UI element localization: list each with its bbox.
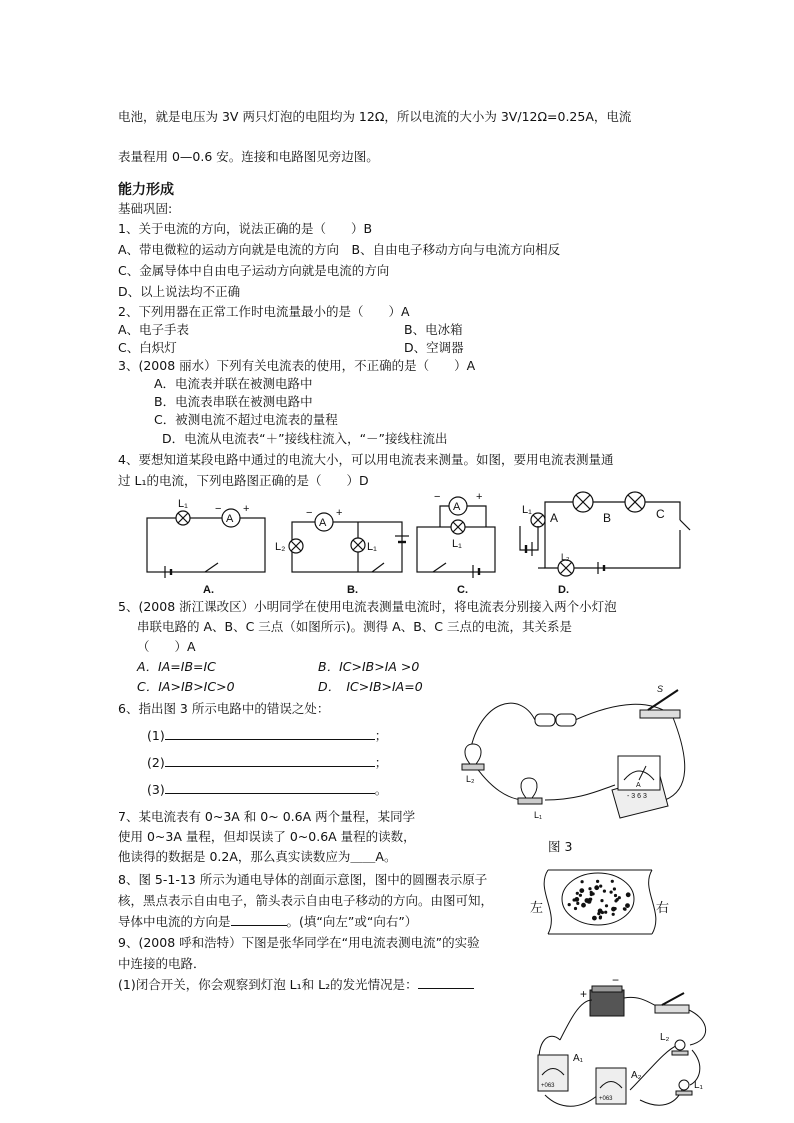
q6-blank-2-end: ； [374,755,388,770]
fig-a-minus: − [215,503,222,515]
fig-a-ammeter: A [226,513,234,525]
fig-a-plus: + [243,503,250,515]
fig-d-l1: L₁ [522,504,532,516]
fig-d-l2: L₂ [561,552,570,562]
q5-line-1: 5、(2008 浙江课改区）小明同学在使用电流表测量电流时，将电流表分别接入两个小灯泡 [118,599,617,614]
fig3-meter-scale: - 3 6 3 [627,793,647,800]
q5-line-2: 串联电路的 A、B、C 三点（如图所示)。测得 A、B、C 三点的电流，其关系是 [137,619,572,634]
ammeter-a2-scale: +063 [599,1096,613,1102]
fig3-l1: L₁ [534,810,543,820]
q3-option-d: D．电流从电流表“＋”接线柱流入，“－”接线柱流出 [162,431,448,446]
fig-c-minus: − [434,491,441,503]
fig-b-plus: + [336,507,343,519]
q4-line-2: 过 L₁的电流，下列电路图正确的是（ ）D [118,473,369,488]
q3-option-c: C．被测电流不超过电流表的量程 [154,412,338,427]
q2-option-d: D、空调器 [404,340,464,355]
conductor-right-label: 右 [656,900,670,915]
fig-b-ammeter: A [319,517,327,529]
q6-stem: 6、指出图 3 所示电路中的错误之处： [118,701,330,716]
q8-line-3-text: 导体中电流的方向是 [118,914,231,929]
q8-line-1: 8、图 5-1-13 所示为通电导体的剖面示意图，图中的圆圈表示原子 [118,872,488,887]
ammeter-a2-label: A₂ [631,1070,642,1081]
intro-line-1: 电池，就是电压为 3V 两只灯泡的电阻均为 12Ω，所以电流的大小为 3V/12Ω=0.25A，电流 [118,109,632,124]
q6-blank-2-label: (2) [147,755,165,770]
q3-option-b: B．电流表串联在被测电路中 [154,394,313,409]
q5-option-c: C．IA>IB>IC>0 [137,679,235,694]
q2-stem: 2、下列用器在正常工作时电流量最小的是（ ）A [118,304,410,319]
fig-c-l1: L₁ [452,538,462,550]
q3-stem: 3、(2008 丽水）下列有关电流表的使用，不正确的是（ ）A [118,358,476,373]
q2-option-a: A、电子手表 [118,322,190,337]
q2-option-b: B、电冰箱 [404,322,463,337]
q7-line-1: 7、某电流表有 0~3A 和 0~ 0.6A 两个量程，某同学 [118,809,416,824]
q7-line-2: 使用 0~3A 量程，但却误读了 0~0.6A 量程的读数， [118,829,416,844]
q7-line-3: 他读得的数据是 0.2A，那么真实读数应为＿＿A。 [118,849,397,864]
q6-blank-3-label: (3) [147,782,165,797]
bulb-l1-label: L₁ [694,1080,703,1091]
q2-option-c: C、白炽灯 [118,340,177,355]
battery-plus: + [580,987,588,1001]
q5-option-d: D． IC>IB>IA=0 [318,679,423,694]
fig-c-label: C. [457,584,468,596]
fig-d-point-b: B [603,511,612,525]
fig-d-point-c: C [656,507,665,521]
bulb-l2-label: L₂ [660,1032,670,1043]
q6-blank-1-label: (1) [147,728,165,743]
q8-line-3-hint: 。(填“向左”或“向右”） [286,914,418,929]
fig-d-point-a: A [550,511,559,525]
q1-stem: 1、关于电流的方向，说法正确的是（ ）B [118,221,373,236]
q9-line-3-text: (1)闭合开关，你会观察到灯泡 L₁和 L₂的发光情况是： [118,977,418,992]
battery-minus: − [612,973,620,987]
subsection-title: 基础巩固: [118,201,173,216]
fig-c-plus: + [476,491,483,503]
fig-d-label: D. [558,584,569,596]
ammeter-a1-label: A₁ [573,1053,584,1064]
q9-line-1: 9、(2008 呼和浩特）下图是张华同学在“用电流表测电流”的实验 [118,935,480,950]
fig-b-l1: L₁ [367,541,377,553]
q1-options-ab: A、带电微粒的运动方向就是电流的方向 B、自由电子移动方向与电流方向相反 [118,242,561,257]
fig-c-ammeter: A [453,501,461,513]
fig-b-l2: L₂ [275,541,286,553]
q1-option-d: D、以上说法均不正确 [118,284,241,299]
q3-option-a: A．电流表并联在被测电路中 [154,376,313,391]
q4-line-1: 4、要想知道某段电路中通过的电流大小，可以用电流表来测量。如图，要用电流表测量通 [118,452,614,467]
q1-option-c: C、金属导体中自由电子运动方向就是电流的方向 [118,263,390,278]
q5-option-a: A．IA=IB=IC [137,659,216,674]
fig-b-label: B. [347,584,358,596]
conductor-left-label: 左 [530,900,544,915]
figure-3-caption: 图 3 [548,839,573,854]
fig-a-l1: L₁ [178,498,188,510]
q5-option-b: B．IC>IB>IA >0 [318,659,420,674]
section-title: 能力形成 [118,182,174,198]
fig3-l2: L₂ [466,774,475,784]
fig3-switch-label: S [657,684,664,694]
intro-line-2: 表量程用 0—0.6 安。连接和电路图见旁边图。 [118,149,379,164]
q9-line-2: 中连接的电路． [118,956,206,971]
q6-blank-1-end: ； [374,728,388,743]
fig-b-minus: − [306,507,313,519]
fig-a-label: A. [203,584,214,596]
q5-line-3: （ ）A [137,639,196,654]
fig3-meter-label: A [636,782,641,789]
ammeter-a1-scale: +063 [541,1083,555,1089]
q8-line-2: 核，黑点表示自由电子，箭头表示自由电子移动的方向。由图可知， [118,893,494,908]
q6-blank-3-end: 。 [374,782,388,797]
